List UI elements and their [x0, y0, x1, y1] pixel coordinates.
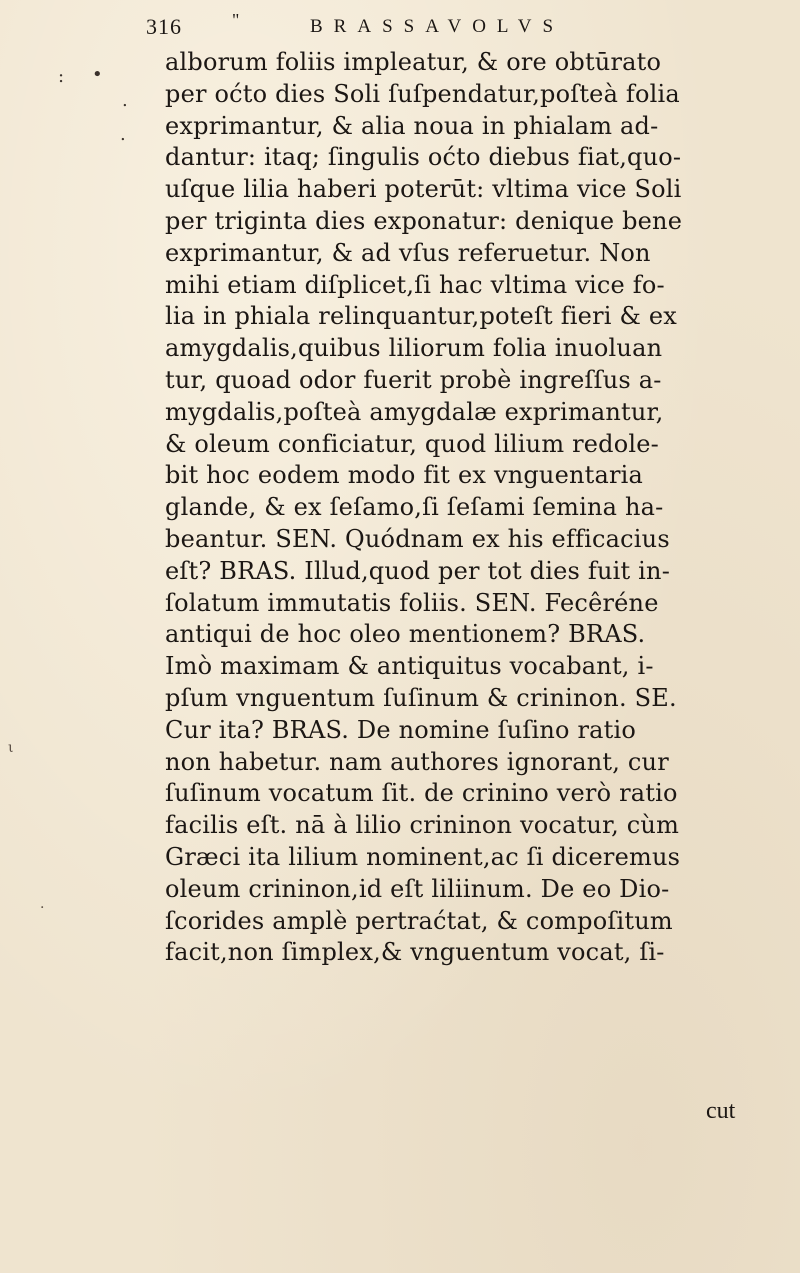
- text-line: bit hoc eodem modo fit ex vnguentaria: [165, 461, 644, 490]
- text-line: oleum crininon,id eſt liliinum. De eo Dio-: [165, 874, 670, 903]
- text-line: per oćto dies Soli ſuſpendatur,poſteà folia: [165, 79, 680, 108]
- text-line: facit,non ſimplex,& vnguentum vocat, ſi-: [165, 938, 665, 967]
- margin-marks: [58, 62, 138, 182]
- stray-mark: ·: [40, 900, 45, 916]
- text-line: pſum vnguentum ſuſinum & crininon. SE.: [165, 683, 677, 712]
- text-line: antiqui de hoc oleo mentionem? BRAS.: [165, 620, 646, 649]
- margin-mark: .: [122, 90, 128, 111]
- text-line: Imò maximam & antiquitus vocabant, i-: [165, 652, 654, 681]
- text-line: tur, quoad odor fuerit probè ingreſſus a-: [165, 365, 662, 394]
- body-text: [165, 47, 765, 969]
- text-line: ſuſinum vocatum ſit. de crinino verò ratio: [165, 779, 678, 808]
- text-line: ſcorides amplè pertraćtat, & compoſitum: [165, 906, 673, 935]
- running-head-mark: ": [232, 10, 240, 30]
- text-line: eſt? BRAS. Illud,quod per tot dies fuit in-: [165, 556, 671, 585]
- text-line: exprimantur, & alia noua in phialam ad-: [165, 111, 659, 140]
- text-line: & oleum conficiatur, quod lilium redole-: [165, 429, 659, 458]
- margin-mark: .: [120, 124, 126, 145]
- text-line: Cur ita? BRAS. De nomine ſuſino ratio: [165, 715, 637, 744]
- catchword: cut: [706, 1098, 736, 1124]
- text-line: glande, & ex ſeſamo,ſi ſeſami ſemina ha-: [165, 493, 664, 522]
- text-line: uſque lilia haberi poterūt: vltima vice Soli: [165, 175, 682, 204]
- text-line: lia in phiala relinquantur,poteſt fieri & ex: [165, 302, 677, 331]
- text-line: Græci ita lilium nominent,ac ſi diceremus: [165, 842, 681, 871]
- text-line: alborum foliis impleatur, & ore obtūrato: [165, 48, 662, 76]
- page-number: 316: [146, 14, 182, 39]
- text-line: mygdalis,poſteà amygdalæ exprimantur,: [165, 397, 664, 426]
- margin-mark: :: [58, 66, 65, 87]
- running-head: [146, 10, 666, 44]
- text-line: per triginta dies exponatur: denique bene: [165, 206, 683, 235]
- text-line: beantur. SEN. Quódnam ex his efficacius: [165, 524, 670, 553]
- text-line: amygdalis,quibus liliorum folia inuoluan: [165, 334, 663, 363]
- text-line: mihi etiam diſplicet,ſi hac vltima vice fo-: [165, 270, 665, 299]
- text-line: dantur: itaq; ſingulis oćto diebus fiat,quo-: [165, 143, 682, 172]
- text-line: ſolatum immutatis foliis. SEN. Fecêréne: [165, 588, 659, 617]
- stray-mark: ι: [8, 740, 14, 756]
- running-head-title: BRASSAVOLVS: [310, 16, 565, 37]
- text-line: facilis eſt. nā à lilio crininon vocatur, cùm: [165, 811, 680, 840]
- margin-mark: •: [92, 64, 103, 85]
- text-line: exprimantur, & ad vſus referuetur. Non: [165, 238, 651, 267]
- text-line: non habetur. nam authores ignorant, cur: [165, 747, 669, 776]
